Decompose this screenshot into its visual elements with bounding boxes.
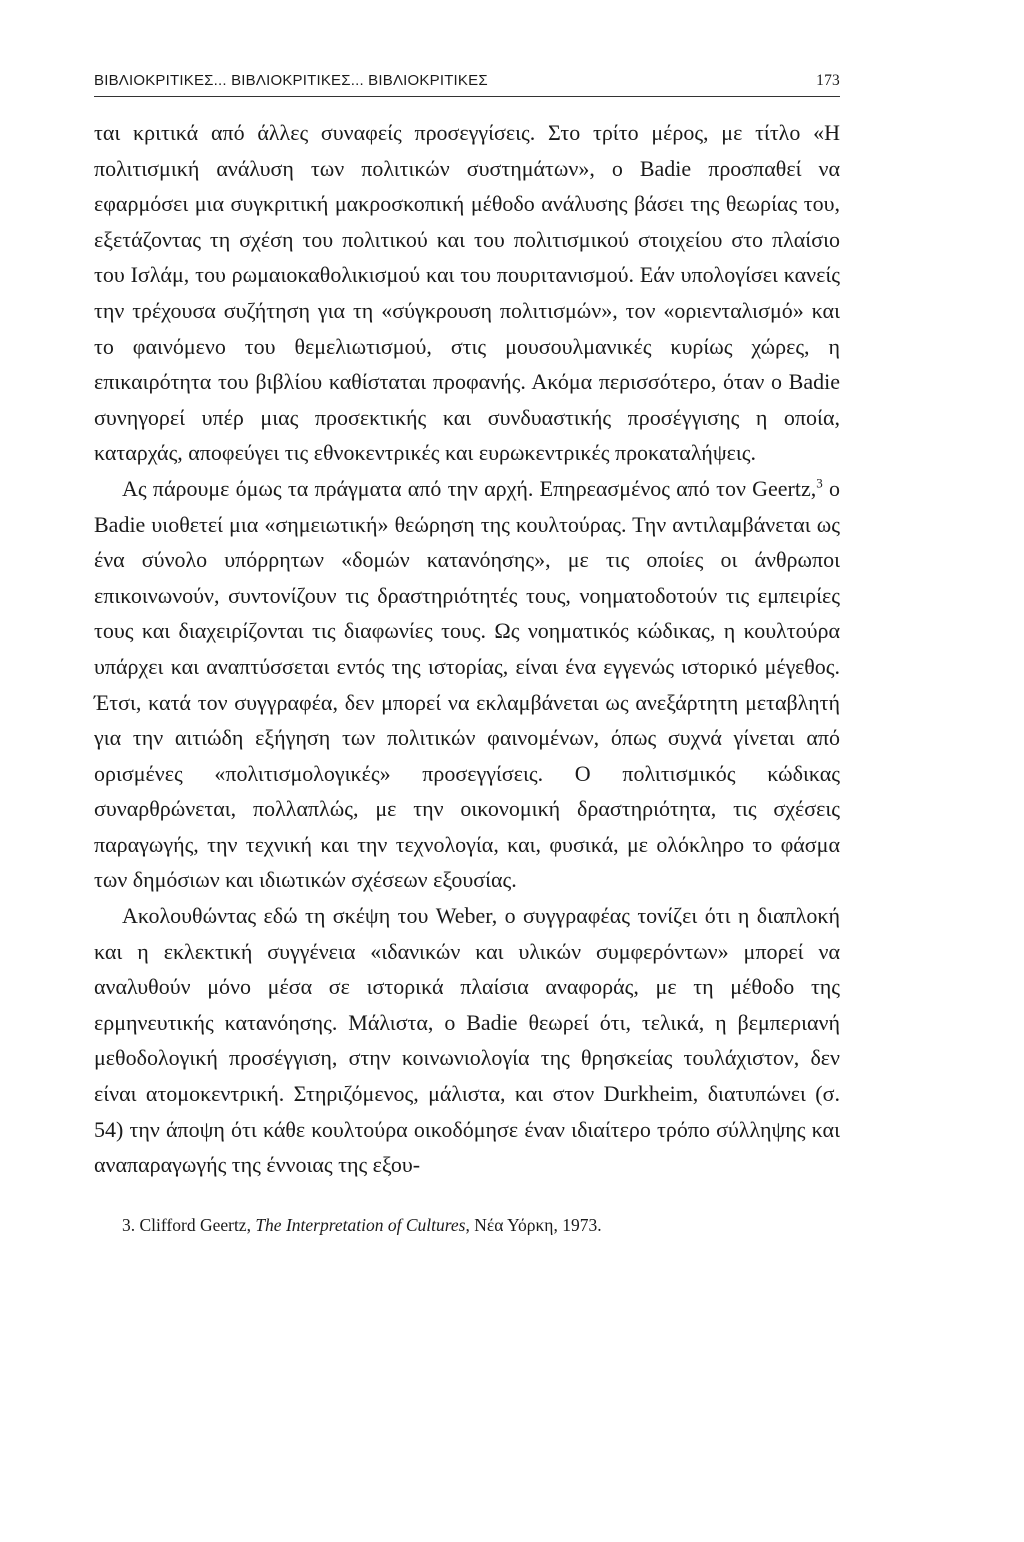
footnote-book-title: The Interpretation of Cultures	[255, 1214, 466, 1235]
footnote	[94, 1213, 840, 1237]
paragraph-2-part-1: Ας πάρουμε όμως τα πράγματα από την αρχή. Επηρεασμένος από τον Geertz,	[122, 475, 817, 501]
body-text	[94, 115, 840, 1183]
paragraph-1: ται κριτικά από άλλες συναφείς προσεγγίσεις. Στο τρίτο μέρος, με τίτλο «Η πολιτισμική ανάλυση των πολιτικών συστημάτων», ο Badie προσπαθεί να εφαρμόσει μια συγκριτική μακροσκοπική μέθοδο ανάλυσης βάσει της θεωρίας του, εξετάζοντας τη σχέση του πολιτικού και του πολιτισμικού στοιχείου στο πλαίσιο του Ισλάμ, του ρωμαιοκαθολικισμού και του πουριτανισμού. Εάν υπολογίσει κανείς την τρέχουσα συζήτηση για τη «σύγκρουση πολιτισμών», τον «οριενταλισμό» και το φαινόμενο του θεμελιωτισμού, στις μουσουλμανικές κυρίως χώρες, η επικαιρότητα του βιβλίου καθίσταται προφανής. Ακόμα περισσότερο, όταν ο Badie συνηγορεί υπέρ μιας προσεκτικής και συνδυαστικής προσέγγισης η οποία, καταρχάς, αποφεύγει τις εθνοκεντρικές και ευρωκεντρικές προκαταλήψεις.	[94, 120, 840, 466]
page	[94, 72, 840, 1237]
header-title: ΒΙΒΛΙΟΚΡΙΤΙΚΕΣ... ΒΙΒΛΙΟΚΡΙΤΙΚΕΣ... ΒΙΒΛΙΟΚΡΙΤΙΚΕΣ	[94, 72, 488, 89]
paragraph-3: Ακολουθώντας εδώ τη σκέψη του Weber, ο συγγραφέας τονίζει ότι η διαπλοκή και η εκλεκτική συγγένεια «ιδανικών και υλικών συμφερόντων» μπορεί να αναλυθούν μόνο μέσα σε ιστορικά πλαίσια αναφοράς, με τη μέθοδο της ερμηνευτικής κατανόησης. Μάλιστα, ο Badie θεωρεί ότι, τελικά, η βεμπεριανή μεθοδολογική προσέγγιση, στην κοινωνιολογία της θρησκείας τουλάχιστον, δεν είναι ατομοκεντρική. Στηριζόμενος, μάλιστα, και στον Durkheim, διατυπώνει (σ. 54) την άποψη ότι κάθε κουλτούρα οικοδόμησε έναν ιδιαίτερο τρόπο σύλληψης και αναπαραγωγής της έννοιας της εξου-	[94, 903, 840, 1178]
footnote-publication: , Νέα Υόρκη, 1973.	[465, 1214, 602, 1235]
paragraph-2	[94, 471, 840, 898]
paragraph-2-part-2: ο Badie υιοθετεί μια «σημειωτική» θεώρηση της κουλτούρας. Την αντιλαμβάνεται ως ένα σύνολο υπόρρητων «δομών κατανόησης», με τις οποίες οι άνθρωποι επικοινωνούν, συντονίζουν τις δραστηριότητές τους, νοηματοδοτούν τις εμπειρίες τους και διαχειρίζονται τις διαφωνίες τους. Ως νοηματικός κώδικας, η κουλτούρα υπάρχει και αναπτύσσεται εντός της ιστορίας, είναι ένα εγγενώς ιστορικό μέγεθος. Έτσι, κατά τον συγγραφέα, δεν μπορεί να εκλαμβάνεται ως ανεξάρτητη μεταβλητή για την αιτιώδη εξήγηση των πολιτικών φαινομένων, όπως συχνά γίνεται από ορισμένες «πολιτισμολογικές» προσεγγίσεις. Ο πολιτισμικός κώδικας συναρθρώνεται, πολλαπλώς, με την οικονομική δραστηριότητα, τις σχέσεις παραγωγής, την τεχνική και την τεχνολογία, και, φυσικά, με ολόκληρο το φάσμα των δημόσιων και ιδιωτικών σχέσεων εξουσίας.	[94, 475, 841, 893]
footnote-reference: 3	[816, 475, 823, 491]
footnote-author: 3. Clifford Geertz,	[122, 1214, 256, 1235]
running-header	[94, 72, 840, 97]
page-number: 173	[816, 72, 840, 89]
